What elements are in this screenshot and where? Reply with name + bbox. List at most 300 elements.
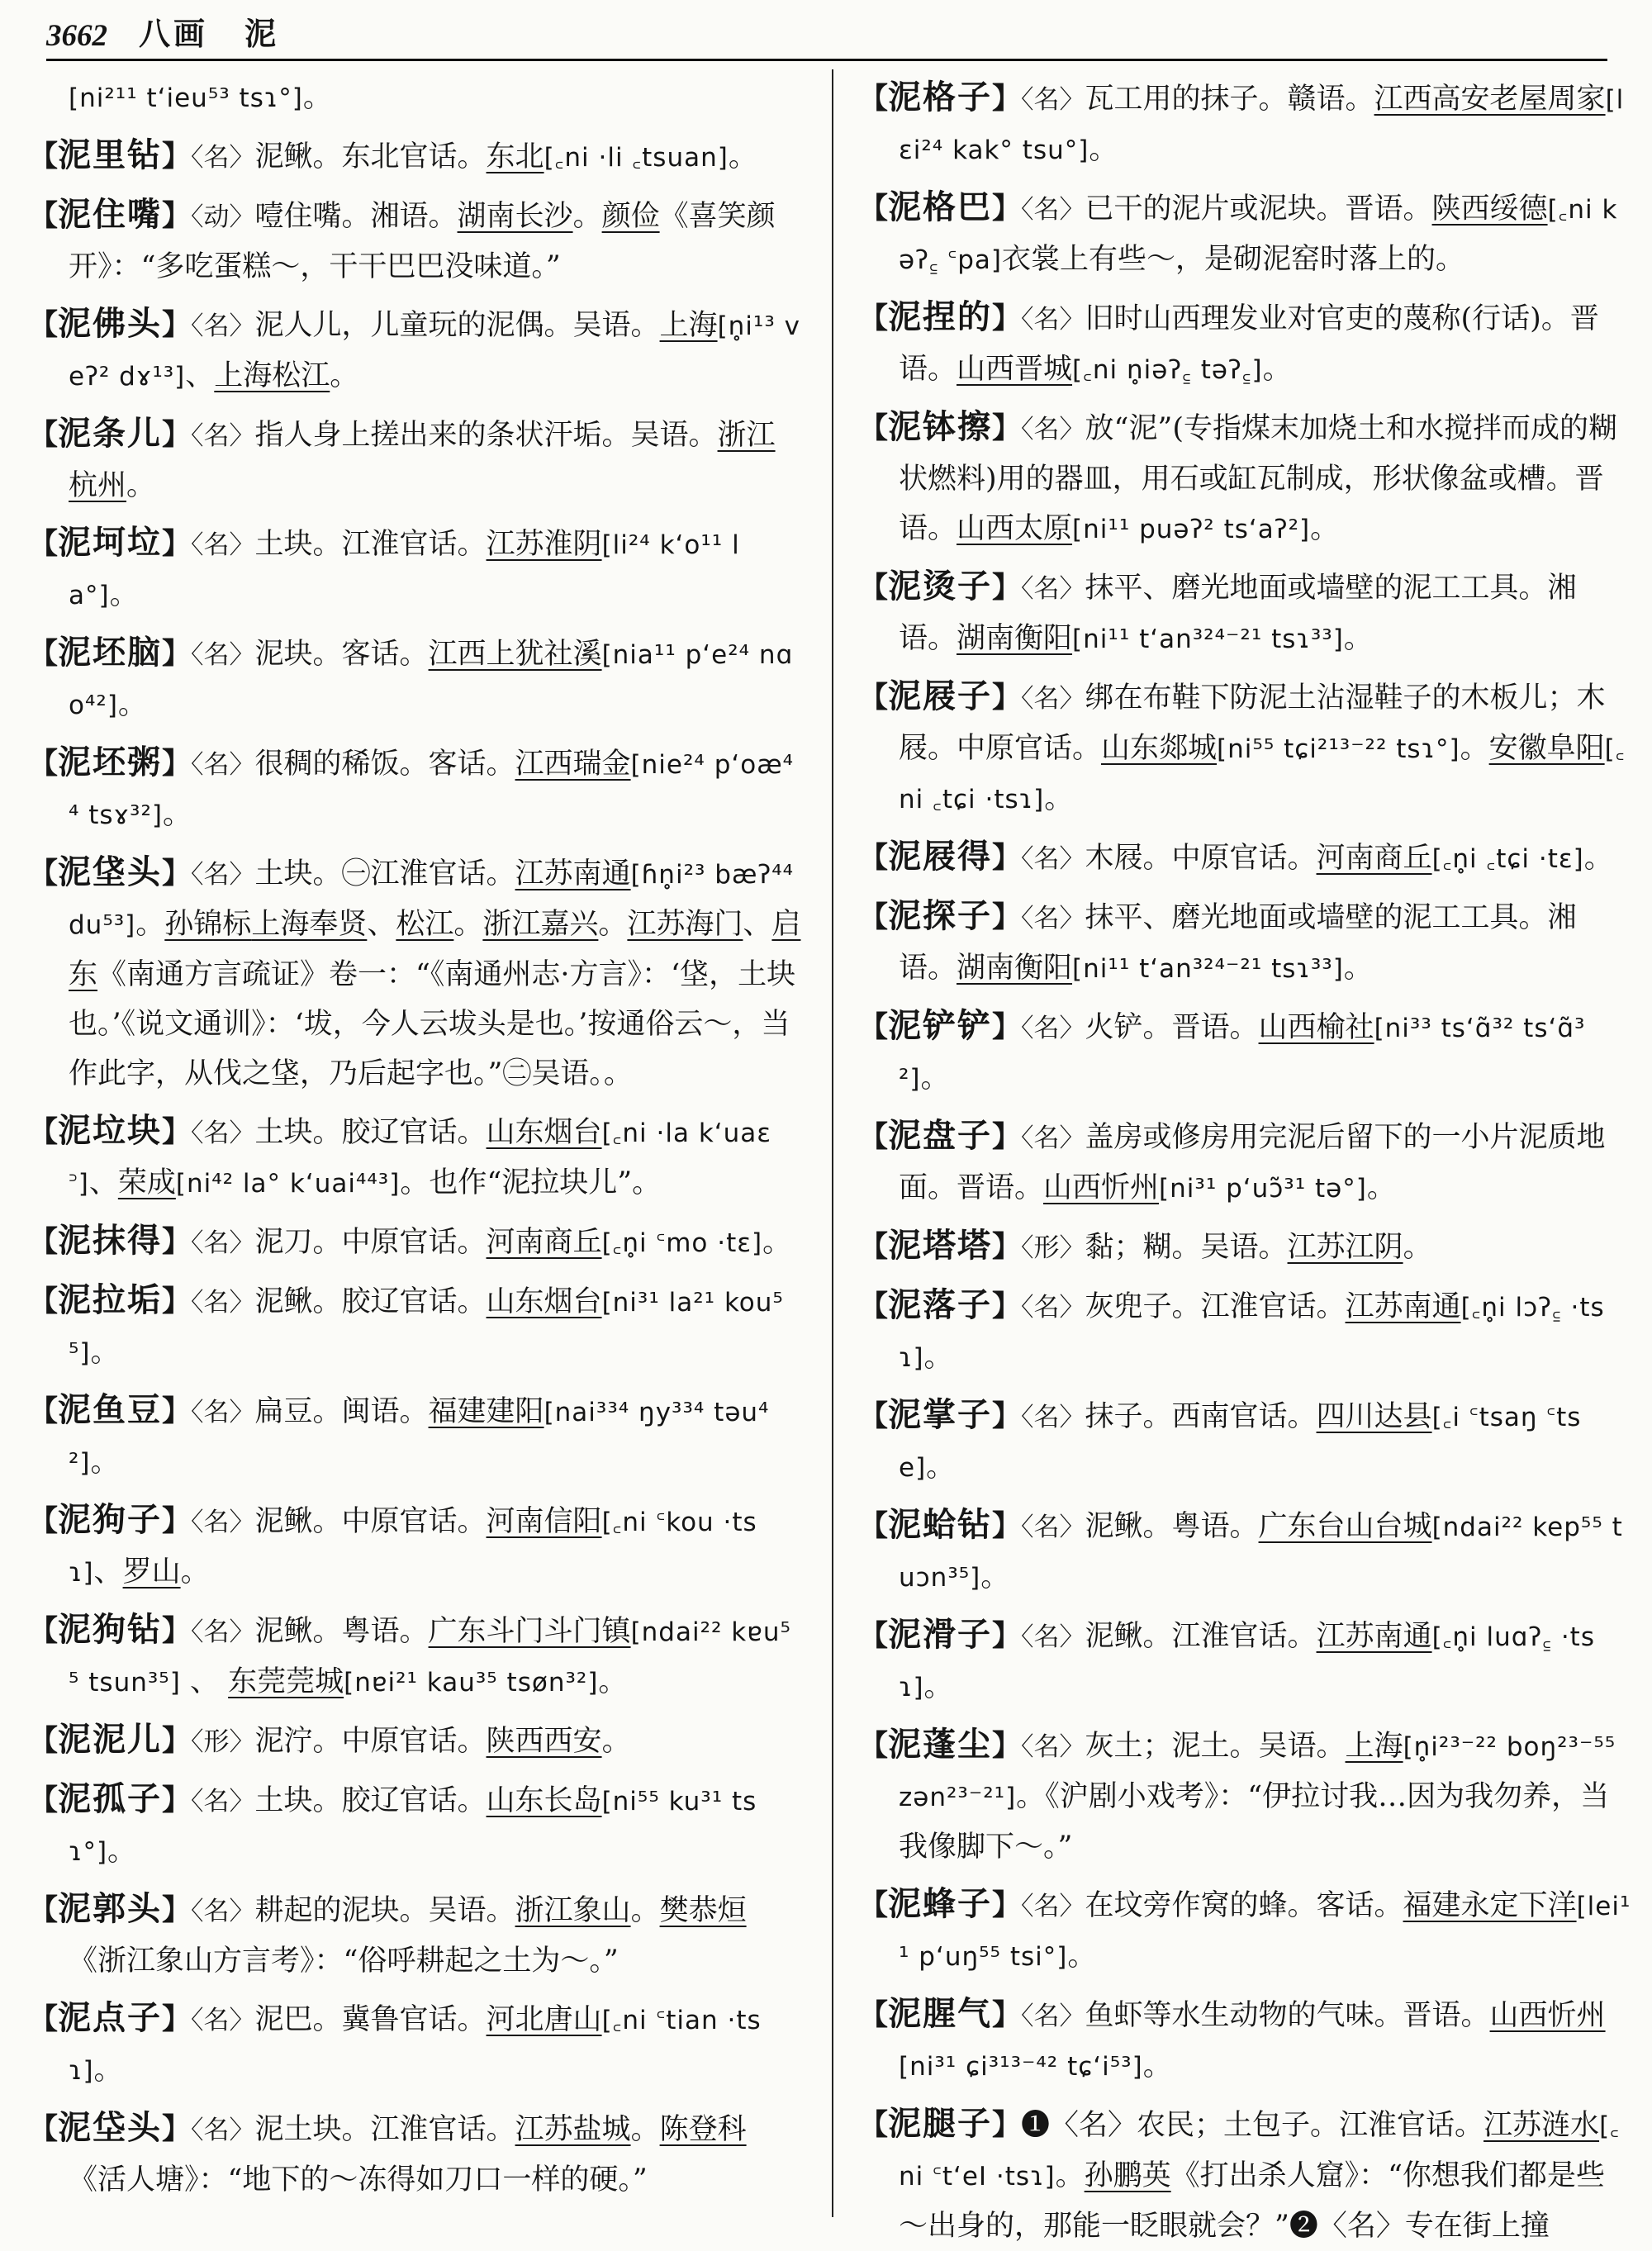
dictionary-entry xyxy=(29,1715,801,1767)
place-name: 陕西西安 xyxy=(486,1725,602,1758)
part-of-speech: 〈名〉 xyxy=(191,1508,255,1537)
left-bracket: 【 xyxy=(859,1399,889,1433)
punctuation: 。 xyxy=(135,908,165,941)
punctuation: 。 xyxy=(920,1061,950,1095)
right-bracket: 】 xyxy=(162,1724,192,1758)
place-name: 江苏淮阴 xyxy=(486,528,602,561)
phonetic-transcription: [꜀n̥i ꜀tɕi ·tɛ] xyxy=(1431,844,1584,874)
punctuation: 。 xyxy=(126,469,156,502)
definition: 泥鳅。粤语。 xyxy=(1085,1510,1259,1543)
place-name: 河南商丘 xyxy=(1316,842,1432,875)
dictionary-entry xyxy=(29,131,801,183)
phonetic-transcription: [꜀ni ꜂kou ·tsɿ] xyxy=(69,1508,757,1588)
headword: 泥格子 xyxy=(888,78,993,116)
headword: 泥坷垃 xyxy=(58,523,163,562)
part-of-speech: 〈名〉 xyxy=(1021,1892,1085,1921)
punctuation: 、 xyxy=(180,1665,229,1698)
left-bracket: 【 xyxy=(29,1285,59,1318)
phonetic-transcription: [ni⁴² la° k‘uai⁴⁴³] xyxy=(175,1169,401,1199)
place-name: 松江 xyxy=(396,908,454,941)
citation: 《打出杀人窟》：“你想我们都是些～出身的，那能一眨眼就会？”❷〈名〉专在街上撞 xyxy=(899,2159,1606,2243)
dictionary-entry xyxy=(29,409,801,511)
dictionary-entry xyxy=(859,1610,1631,1712)
headword: 泥探子 xyxy=(888,896,993,935)
right-bracket: 】 xyxy=(162,1893,192,1927)
dictionary-entry xyxy=(859,1111,1631,1213)
place-name: 荣成 xyxy=(117,1166,176,1199)
left-bracket: 【 xyxy=(29,637,59,671)
headword: 泥条儿 xyxy=(58,414,163,453)
definition: 木屐。中原官话。 xyxy=(1085,842,1317,875)
source-author: 孙锦标 xyxy=(164,908,252,941)
punctuation: 、 xyxy=(88,1166,118,1199)
phonetic-transcription: [꜀ni kəʔ꜁ ꜂pa] xyxy=(899,195,1618,275)
definition: 泥刀。中原官话。 xyxy=(254,1226,487,1259)
definition: 泥块。客话。 xyxy=(254,638,429,671)
phonetic-transcription: [ni³¹ la²¹ kou⁵⁵] xyxy=(69,1288,784,1368)
headword: 泥鱼豆 xyxy=(58,1390,163,1429)
punctuation: 。也作“泥拉块儿”。 xyxy=(400,1166,662,1199)
left-bracket: 【 xyxy=(859,571,889,605)
place-name: 河南信阳 xyxy=(486,1505,602,1538)
phonetic-transcription: [li²⁴ k‘o¹¹ la°] xyxy=(69,530,740,610)
headword: 泥抹得 xyxy=(58,1221,163,1260)
phonetic-transcription: [lei¹¹ p‘uŋ⁵⁵ tsi°] xyxy=(899,1892,1631,1972)
right-bracket: 】 xyxy=(992,1010,1022,1044)
part-of-speech: 〈名〉 xyxy=(191,1228,255,1258)
punctuation: 。 xyxy=(107,1835,137,1868)
place-name: 东莞莞城 xyxy=(228,1665,344,1698)
definition: 泥巴。冀鲁官话。 xyxy=(254,2003,487,2036)
headword: 泥垃块 xyxy=(58,1111,163,1150)
punctuation: 。 xyxy=(90,1336,120,1369)
punctuation: 。 xyxy=(601,1725,631,1758)
place-name: 江苏盐城 xyxy=(515,2113,631,2146)
dictionary-entry xyxy=(859,402,1631,554)
phonetic-transcription: [꜀n̥i lɔʔ꜁ ·tsɿ] xyxy=(899,1293,1605,1373)
right-bracket: 】 xyxy=(992,1509,1022,1543)
phonetic-transcription: [꜀ni n̥iəʔ꜁ təʔ꜁] xyxy=(1072,355,1263,385)
phonetic-transcription: [ni²¹¹ t‘ieu⁵³ tsɿ°] xyxy=(69,83,303,113)
definition: 土块。胶辽官话。 xyxy=(254,1116,487,1149)
headword: 泥狗钻 xyxy=(58,1610,163,1649)
left-bracket: 【 xyxy=(859,1289,889,1323)
punctuation: 。 xyxy=(180,1555,210,1589)
citation: 《沪剧小戏考》：“伊拉讨我…因为我勿养，当我像脚下～。” xyxy=(899,1780,1610,1864)
punctuation: 。 xyxy=(923,1341,953,1374)
dictionary-entry xyxy=(859,1280,1631,1383)
definition: 土块。胶辽官话。 xyxy=(254,1784,487,1817)
headword: 泥腿子 xyxy=(888,2104,993,2143)
citation: 《南通方言疏证》卷一：“《南通州志·方言》：‘垡，土块也。’《说文通训》：‘坺，今人云坺头是也。’按通俗云～，当作此字，从伐之垡，乃后起字也。”㊁吴语。 xyxy=(69,958,796,1090)
citation: 《浙江象山方言考》：“俗呼耕起之土为～。” xyxy=(69,1945,619,1978)
left-bracket: 【 xyxy=(859,1120,889,1154)
place-name: 上海奉贤 xyxy=(251,908,368,941)
part-of-speech: 〈名〉 xyxy=(191,530,255,560)
part-of-speech: 〈名〉 xyxy=(1021,844,1085,874)
punctuation: 。 xyxy=(1089,133,1118,166)
section-label: 八画 xyxy=(139,15,209,52)
left-bracket: 【 xyxy=(859,411,889,445)
right-bracket: 】 xyxy=(992,681,1022,715)
left-bracket: 【 xyxy=(859,1010,889,1044)
headword: 泥滑子 xyxy=(888,1615,993,1654)
place-name: 山西忻州 xyxy=(1043,1171,1160,1204)
punctuation: 。 xyxy=(453,908,483,941)
definition: 土块。㊀江淮官话。 xyxy=(254,857,515,890)
headword: 泥泥儿 xyxy=(58,1720,163,1759)
left-bracket: 【 xyxy=(859,1888,889,1922)
headword: 泥狗子 xyxy=(58,1500,163,1539)
dictionary-entry xyxy=(29,1216,801,1268)
punctuation: 。 xyxy=(1067,1940,1097,1973)
right-bracket: 】 xyxy=(992,82,1022,116)
headword: 泥里钻 xyxy=(58,135,163,174)
headword: 泥孤子 xyxy=(58,1779,163,1818)
dictionary-entry xyxy=(859,891,1631,994)
right-bracket: 】 xyxy=(992,571,1022,605)
definition: 泥鳅。江淮官话。 xyxy=(1085,1620,1317,1653)
place-name: 广东斗门斗门镇 xyxy=(428,1615,631,1648)
source-author: 樊恭烜 xyxy=(659,1894,747,1927)
part-of-speech: 〈名〉 xyxy=(1021,1513,1085,1542)
part-of-speech: 〈名〉 xyxy=(191,1398,255,1427)
right-bracket: 】 xyxy=(162,418,192,452)
place-name: 广东台山台城 xyxy=(1258,1510,1432,1543)
punctuation: 。 xyxy=(603,1057,633,1090)
dictionary-entry xyxy=(29,848,801,1099)
definition: 火铲。晋语。 xyxy=(1085,1011,1259,1044)
punctuation: 。 xyxy=(109,578,139,611)
left-bracket: 【 xyxy=(29,1115,59,1149)
definition: 泥土块。江淮官话。 xyxy=(254,2113,515,2146)
part-of-speech: 〈名〉 xyxy=(191,860,255,890)
dictionary-entry xyxy=(29,1495,801,1598)
punctuation: 。 xyxy=(117,688,147,721)
punctuation: 。 xyxy=(630,2113,660,2146)
part-of-speech: 〈名〉 xyxy=(1021,1732,1085,1762)
right-bracket: 】 xyxy=(992,841,1022,875)
punctuation: 。 xyxy=(1142,2049,1172,2082)
left-bracket: 【 xyxy=(859,1998,889,2032)
phonetic-transcription: [nie²⁴ p‘oæ⁴⁴ tsɤ³²] xyxy=(69,750,795,830)
punctuation: 、 xyxy=(93,1555,123,1589)
phonetic-transcription: [ɦn̥i²³ bæʔ⁴⁴ du⁵³] xyxy=(69,860,795,940)
part-of-speech: 〈名〉 xyxy=(1021,574,1085,604)
right-bracket: 】 xyxy=(162,308,192,342)
place-name: 福建永定下洋 xyxy=(1403,1889,1577,1922)
headword: 泥坯脑 xyxy=(58,633,163,672)
part-of-speech: 〈形〉 xyxy=(191,1727,255,1757)
right-bracket: 】 xyxy=(162,637,192,671)
definition: 泥鳅。胶辽官话。 xyxy=(254,1285,487,1318)
headword: 泥捏的 xyxy=(888,297,993,336)
punctuation: 。 xyxy=(923,1670,953,1703)
left-bracket: 【 xyxy=(29,140,59,173)
dictionary-entry xyxy=(859,562,1631,664)
place-name: 江苏江阴 xyxy=(1287,1231,1403,1264)
part-of-speech: 〈名〉 xyxy=(1021,1123,1085,1153)
part-of-speech: 〈名〉 xyxy=(191,143,255,173)
headword: 泥住嘴 xyxy=(58,195,163,234)
part-of-speech: 〈名〉 xyxy=(191,1897,255,1926)
place-name: 浙江杭州 xyxy=(69,419,776,502)
dictionary-entry xyxy=(29,738,801,840)
punctuation: 。 xyxy=(1310,512,1340,545)
dictionary-entry xyxy=(29,1275,801,1378)
dictionary-entry xyxy=(859,832,1631,884)
dictionary-entry xyxy=(859,1879,1631,1982)
left-bracket: 【 xyxy=(859,681,889,715)
definition: 泥鳅。粤语。 xyxy=(254,1615,429,1648)
place-name: 江苏南通 xyxy=(1345,1290,1461,1323)
place-name: 河南商丘 xyxy=(486,1226,602,1259)
part-of-speech: 〈名〉 xyxy=(1021,305,1085,335)
place-name: 东北 xyxy=(486,140,544,173)
right-bracket: 】 xyxy=(992,900,1022,934)
left-bracket: 【 xyxy=(29,418,59,452)
definition: 指人身上搓出来的条状汗垢。吴语。 xyxy=(254,419,718,452)
left-bracket: 【 xyxy=(859,2108,889,2142)
dictionary-entry xyxy=(29,1884,801,1986)
phonetic-transcription: [꜀i ꜂tsaŋ ꜂tse] xyxy=(899,1403,1582,1483)
dictionary-entry xyxy=(859,2099,1631,2251)
place-name: 浙江嘉兴 xyxy=(482,908,599,941)
punctuation: 。 xyxy=(302,81,332,114)
headword: 泥垡头 xyxy=(58,852,163,891)
right-bracket: 】 xyxy=(162,2112,192,2146)
left-bracket: 【 xyxy=(29,747,59,781)
definition: 灰兜子。江淮官话。 xyxy=(1085,1290,1346,1323)
left-bracket: 【 xyxy=(29,1504,59,1538)
headword: 泥塔塔 xyxy=(888,1226,993,1265)
headword: 泥钵擦 xyxy=(888,407,993,446)
definition: 黏；糊。吴语。 xyxy=(1085,1231,1288,1264)
part-of-speech: 〈名〉 xyxy=(191,750,255,780)
left-bracket: 【 xyxy=(29,527,59,561)
left-column xyxy=(29,73,801,2225)
right-bracket: 】 xyxy=(992,1888,1022,1922)
punctuation: 衣裳上有些～，是砌泥窑时落上的。 xyxy=(1001,243,1464,276)
dictionary-entry xyxy=(29,299,801,401)
citation: 《活人塘》：“地下的～冻得如刀口一样的硬。” xyxy=(69,2163,648,2196)
left-bracket: 【 xyxy=(29,1724,59,1758)
left-bracket: 【 xyxy=(29,1225,59,1259)
part-of-speech: 〈名〉 xyxy=(1021,415,1085,444)
right-bracket: 】 xyxy=(162,747,192,781)
definition: 土块。江淮官话。 xyxy=(254,528,487,561)
place-name: 山西太原 xyxy=(957,512,1073,545)
place-name: 湖南长沙 xyxy=(457,200,573,233)
phonetic-transcription: [nɐi²¹ kau³⁵ tsøn³²] xyxy=(344,1668,599,1698)
place-name: 启东 xyxy=(69,908,801,991)
part-of-speech: 〈名〉 xyxy=(1021,684,1085,714)
definition: 鱼虾等水生动物的气味。晋语。 xyxy=(1085,1999,1490,2032)
right-bracket: 】 xyxy=(162,140,192,173)
headword: 泥屐子 xyxy=(888,677,993,715)
punctuation: 。 xyxy=(163,798,192,831)
definition: 抹平、磨光地面或墙壁的泥工工具。湘语。 xyxy=(899,901,1577,985)
punctuation: 。 xyxy=(1343,952,1373,985)
left-bracket: 【 xyxy=(859,841,889,875)
left-bracket: 【 xyxy=(859,1619,889,1653)
phonetic-transcription: [ni¹¹ t‘an³²⁴⁻²¹ tsɿ³³] xyxy=(1072,624,1344,654)
definition: 噎住嘴。湘语。 xyxy=(254,200,458,233)
phonetic-transcription: [ni⁵⁵ ku³¹ tsɿ°] xyxy=(69,1787,757,1867)
part-of-speech: 〈名〉 xyxy=(1021,195,1085,225)
left-bracket: 【 xyxy=(859,82,889,116)
definition: 灰土；泥土。吴语。 xyxy=(1085,1730,1346,1763)
dictionary-entry xyxy=(859,73,1631,175)
place-name: 江苏南通 xyxy=(515,857,631,890)
phonetic-transcription: [꜀ni ꜂tian ·tsɿ] xyxy=(69,2006,762,2086)
part-of-speech: 〈名〉 xyxy=(191,1617,255,1647)
left-bracket: 【 xyxy=(859,302,889,335)
dictionary-entry xyxy=(859,1720,1631,1872)
left-bracket: 【 xyxy=(859,1230,889,1264)
headword: 泥蓬尘 xyxy=(888,1725,993,1764)
phonetic-transcription: [꜀ni ·la k‘uaɛ꜄] xyxy=(69,1118,772,1199)
part-of-speech: 〈形〉 xyxy=(1021,1233,1085,1263)
punctuation: 。 xyxy=(90,1446,120,1479)
phonetic-transcription: [ni³¹ p‘uɔ̃³¹ tə°] xyxy=(1159,1174,1367,1204)
left-bracket: 【 xyxy=(859,900,889,934)
headword: 泥拉垢 xyxy=(58,1280,163,1319)
right-bracket: 】 xyxy=(992,1619,1022,1653)
dictionary-entry xyxy=(859,1989,1631,2092)
dictionary-entry xyxy=(29,2103,801,2205)
phonetic-transcription: [ndai²² kɐu⁵⁵ tsun³⁵] xyxy=(69,1617,791,1698)
place-name: 安徽阜阳 xyxy=(1488,732,1605,765)
phonetic-transcription: [n̥i¹³ veʔ² dɤ¹³] xyxy=(69,311,800,392)
part-of-speech: 〈名〉 xyxy=(1021,904,1085,933)
definition: 已干的泥片或泥块。晋语。 xyxy=(1085,192,1432,226)
place-name: 福建建阳 xyxy=(428,1395,544,1428)
part-of-speech: 〈名〉 xyxy=(1021,2002,1085,2031)
punctuation: 。 xyxy=(1460,732,1489,765)
definition: 泥人儿，儿童玩的泥偶。吴语。 xyxy=(254,309,660,342)
right-bracket: 】 xyxy=(162,527,192,561)
part-of-speech: 〈名〉 xyxy=(191,1118,255,1148)
place-name: 上海 xyxy=(1345,1730,1403,1763)
phonetic-transcription: [ni³³ ts‘ɑ̃³² ts‘ɑ̃³²] xyxy=(899,1014,1586,1094)
punctuation: 。 xyxy=(1583,842,1613,875)
punctuation: 。 xyxy=(1055,2159,1085,2192)
punctuation: 。 xyxy=(762,1226,792,1259)
place-name: 江西瑞金 xyxy=(515,748,631,781)
punctuation: 。 xyxy=(728,140,757,173)
punctuation: 。 xyxy=(926,1451,956,1484)
part-of-speech: 〈名〉 xyxy=(191,2006,255,2035)
phonetic-transcription: [ni¹¹ t‘an³²⁴⁻²¹ tsɿ³³] xyxy=(1072,954,1344,984)
part-of-speech: 〈名〉 xyxy=(191,640,255,670)
right-bracket: 】 xyxy=(162,857,192,890)
left-bracket: 【 xyxy=(29,1783,59,1817)
place-name: 陕西绥德 xyxy=(1431,192,1548,226)
definition: 盖房或修房用完泥后留下的一小片泥质地面。晋语。 xyxy=(899,1121,1606,1204)
headword: 泥点子 xyxy=(58,1998,163,2037)
dictionary-entry xyxy=(29,1605,801,1707)
left-bracket: 【 xyxy=(29,2002,59,2036)
definition: 绑在布鞋下防泥土沾湿鞋子的木板儿；木屐。中原官话。 xyxy=(899,681,1606,765)
right-bracket: 】 xyxy=(162,1225,192,1259)
left-bracket: 【 xyxy=(29,1614,59,1648)
right-bracket: 】 xyxy=(992,192,1022,226)
definition: 泥鳅。东北官话。 xyxy=(254,140,487,173)
dictionary-entry xyxy=(29,73,801,123)
headword: 泥蜂子 xyxy=(888,1884,993,1923)
dictionary-entry xyxy=(859,1001,1631,1104)
right-bracket: 】 xyxy=(992,1120,1022,1154)
phonetic-transcription: [ndai²² kep⁵⁵ tuɔn³⁵] xyxy=(899,1513,1623,1593)
dictionary-entry xyxy=(859,672,1631,824)
headword: 泥佛头 xyxy=(58,304,163,343)
source-author: 陈登科 xyxy=(659,2113,747,2146)
source-author: 颜俭 xyxy=(601,200,660,233)
column-divider xyxy=(832,69,833,2217)
dictionary-entry xyxy=(859,1221,1631,1273)
part-of-speech: 〈名〉 xyxy=(1021,85,1085,115)
place-name: 山西榆社 xyxy=(1258,1011,1374,1044)
part-of-speech: 〈名〉 xyxy=(1021,1403,1085,1432)
place-name: 江西高安老屋周家 xyxy=(1374,83,1606,116)
definition: 瓦工用的抹子。赣语。 xyxy=(1085,83,1374,116)
right-bracket: 】 xyxy=(162,1614,192,1648)
dictionary-entry xyxy=(29,1106,801,1209)
right-bracket: 】 xyxy=(992,1998,1022,2032)
dictionary-entry xyxy=(859,292,1631,395)
right-bracket: 】 xyxy=(162,1504,192,1538)
part-of-speech: 〈名〉 xyxy=(1021,1014,1085,1043)
phonetic-transcription: [꜀ni ꜂t‘eI ·tsɿ] xyxy=(899,2111,1620,2192)
right-bracket: 】 xyxy=(162,1783,192,1817)
headword: 泥蛤钻 xyxy=(888,1505,993,1544)
citation: 《喜笑颜开》：“多吃蛋糕～，干干巴巴没味道。” xyxy=(69,200,776,283)
part-of-speech: 〈名〉 xyxy=(1021,1293,1085,1323)
left-bracket: 【 xyxy=(29,308,59,342)
section-character: 泥 xyxy=(244,15,277,52)
part-of-speech: 〈名〉 xyxy=(191,2116,255,2145)
headword: 泥盘子 xyxy=(888,1116,993,1155)
right-bracket: 】 xyxy=(162,199,192,233)
place-name: 江苏南通 xyxy=(1316,1620,1432,1653)
right-bracket: 】 xyxy=(162,1285,192,1318)
source-author: 孙鹏英 xyxy=(1084,2159,1171,2192)
phonetic-transcription: [ni³¹ ɕi³¹³⁻⁴² tɕ‘i⁵³] xyxy=(899,2052,1143,2082)
punctuation: 。 xyxy=(1366,1171,1396,1204)
part-of-speech: 〈名〉 xyxy=(1021,1622,1085,1652)
definition: 耕起的泥块。吴语。 xyxy=(254,1894,515,1927)
definition: 很稠的稀饭。客话。 xyxy=(254,748,515,781)
place-name: 浙江象山 xyxy=(515,1894,631,1927)
right-bracket: 】 xyxy=(992,1399,1022,1433)
definition: 放“泥”(专指煤末加烧土和水搅拌而成的糊状燃料)用的器皿，用石或缸瓦制成，形状像盆或槽。晋语。 xyxy=(899,412,1617,545)
punctuation: 。 xyxy=(630,1894,660,1927)
headword: 泥烫子 xyxy=(888,567,993,605)
place-name: 江西上犹社溪 xyxy=(428,638,602,671)
place-name: 山东长岛 xyxy=(486,1784,602,1817)
right-bracket: 】 xyxy=(992,411,1022,445)
place-name: 江苏涟水 xyxy=(1483,2109,1600,2142)
phonetic-transcription: [ni⁵⁵ tɕi²¹³⁻²² tsɿ°] xyxy=(1217,734,1460,764)
left-bracket: 【 xyxy=(29,1893,59,1927)
phonetic-transcription: [nia¹¹ p‘e²⁴ nɑo⁴²] xyxy=(69,640,794,720)
punctuation: 、 xyxy=(185,359,215,392)
right-column xyxy=(859,73,1631,2243)
right-bracket: 】 xyxy=(162,1394,192,1428)
left-bracket: 【 xyxy=(29,857,59,890)
punctuation: 、 xyxy=(367,908,396,941)
